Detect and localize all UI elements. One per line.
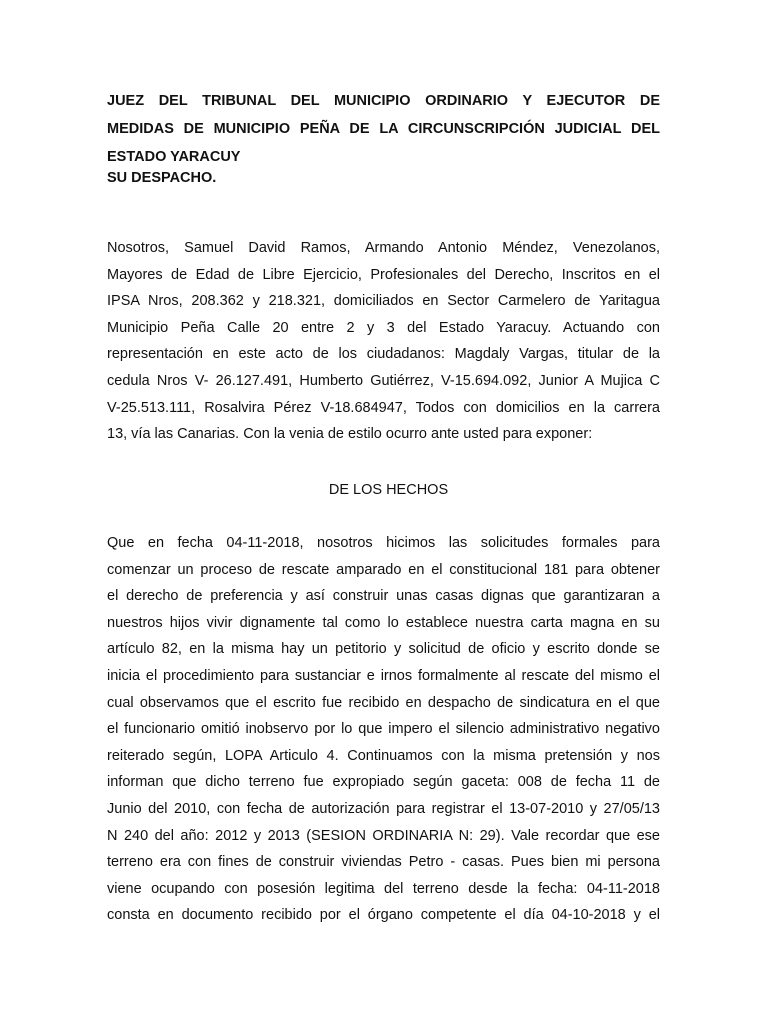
paragraph-line: representación en este acto de los ciudadanos: Magdaly Vargas, titular de la [107, 346, 660, 363]
paragraph-line: viene ocupando con posesión legitima del terreno desde la fecha: 04-11-2018 [107, 880, 660, 897]
paragraph-line: cual observamos que el escrito fue recibido en despacho de sindicatura en el que [107, 694, 660, 711]
paragraph-line: Que en fecha 04-11-2018, nosotros hicimos las solicitudes formales para [107, 535, 660, 551]
paragraph-line: el funcionario omitió inobservo por lo que impero el silencio administrativo negativo [107, 721, 660, 738]
intro-paragraph [107, 235, 660, 448]
paragraph-line: Municipio Peña Calle 20 entre 2 y 3 del Estado Yaracuy. Actuando con [107, 319, 660, 336]
paragraph-line: terreno era con fines de construir viviendas Petro - casas. Pues bien mi persona [107, 854, 660, 871]
addressee-line: JUEZ DEL TRIBUNAL DEL MUNICIPIO ORDINARIO Y EJECUTOR DE [107, 93, 660, 109]
paragraph-line: N 240 del año: 2012 y 2013 (SESION ORDINARIA N: 29). Vale recordar que ese [107, 827, 660, 844]
paragraph-line: comenzar un proceso de rescate amparado en el constitucional 181 para obtener [107, 561, 660, 578]
paragraph-line: cedula Nros V- 26.127.491, Humberto Gutiérrez, V-15.694.092, Junior A Mujica C [107, 372, 660, 389]
paragraph-line: reiterado según, LOPA Articulo 4. Continuamos con la misma pretensión y nos [107, 747, 660, 764]
paragraph-line: artículo 82, en la misma hay un petitorio y solicitud de oficio y escrito donde se [107, 641, 660, 658]
addressee-heading [107, 87, 660, 171]
paragraph-line: el derecho de preferencia y así construir unas casas dignas que garantizaran a [107, 588, 660, 605]
paragraph-line: inicia el procedimiento para sustanciar e irnos formalmente al rescate del mismo el [107, 667, 660, 684]
paragraph-line: Nosotros, Samuel David Ramos, Armando Antonio Méndez, Venezolanos, [107, 240, 660, 256]
section-title: DE LOS HECHOS [328, 482, 449, 498]
paragraph-line: Junio del 2010, con fecha de autorización para registrar el 13-07-2010 y 27/05/13 [107, 800, 660, 817]
document-body [107, 87, 660, 924]
paragraph-line: 13, vía las Canarias. Con la venia de estilo ocurro ante usted para exponer: [107, 426, 593, 443]
paragraph-line: IPSA Nros, 208.362 y 218.321, domiciliados en Sector Carmelero de Yaritagua [107, 293, 660, 310]
paragraph-line: Mayores de Edad de Libre Ejercicio, Profesionales del Derecho, Inscritos en el [107, 266, 660, 283]
paragraph-line: informan que dicho terreno fue expropiado según gaceta: 008 de fecha 11 de [107, 774, 660, 791]
paragraph-line: consta en documento recibido por el órgano competente el día 04-10-2018 y el [107, 907, 660, 924]
addressee-line: MEDIDAS DE MUNICIPIO PEÑA DE LA CIRCUNSCRIPCIÓN JUDICIAL DEL [107, 121, 660, 137]
paragraph-line: V-25.513.111, Rosalvira Pérez V-18.684947, Todos con domicilios en la carrera [107, 399, 660, 416]
salutation: SU DESPACHO. [107, 170, 217, 186]
addressee-line: ESTADO YARACUY [107, 149, 241, 165]
paragraph-line: nuestros hijos vivir dignamente tal como lo establece nuestra carta magna en su [107, 614, 660, 631]
facts-paragraph [107, 530, 660, 929]
